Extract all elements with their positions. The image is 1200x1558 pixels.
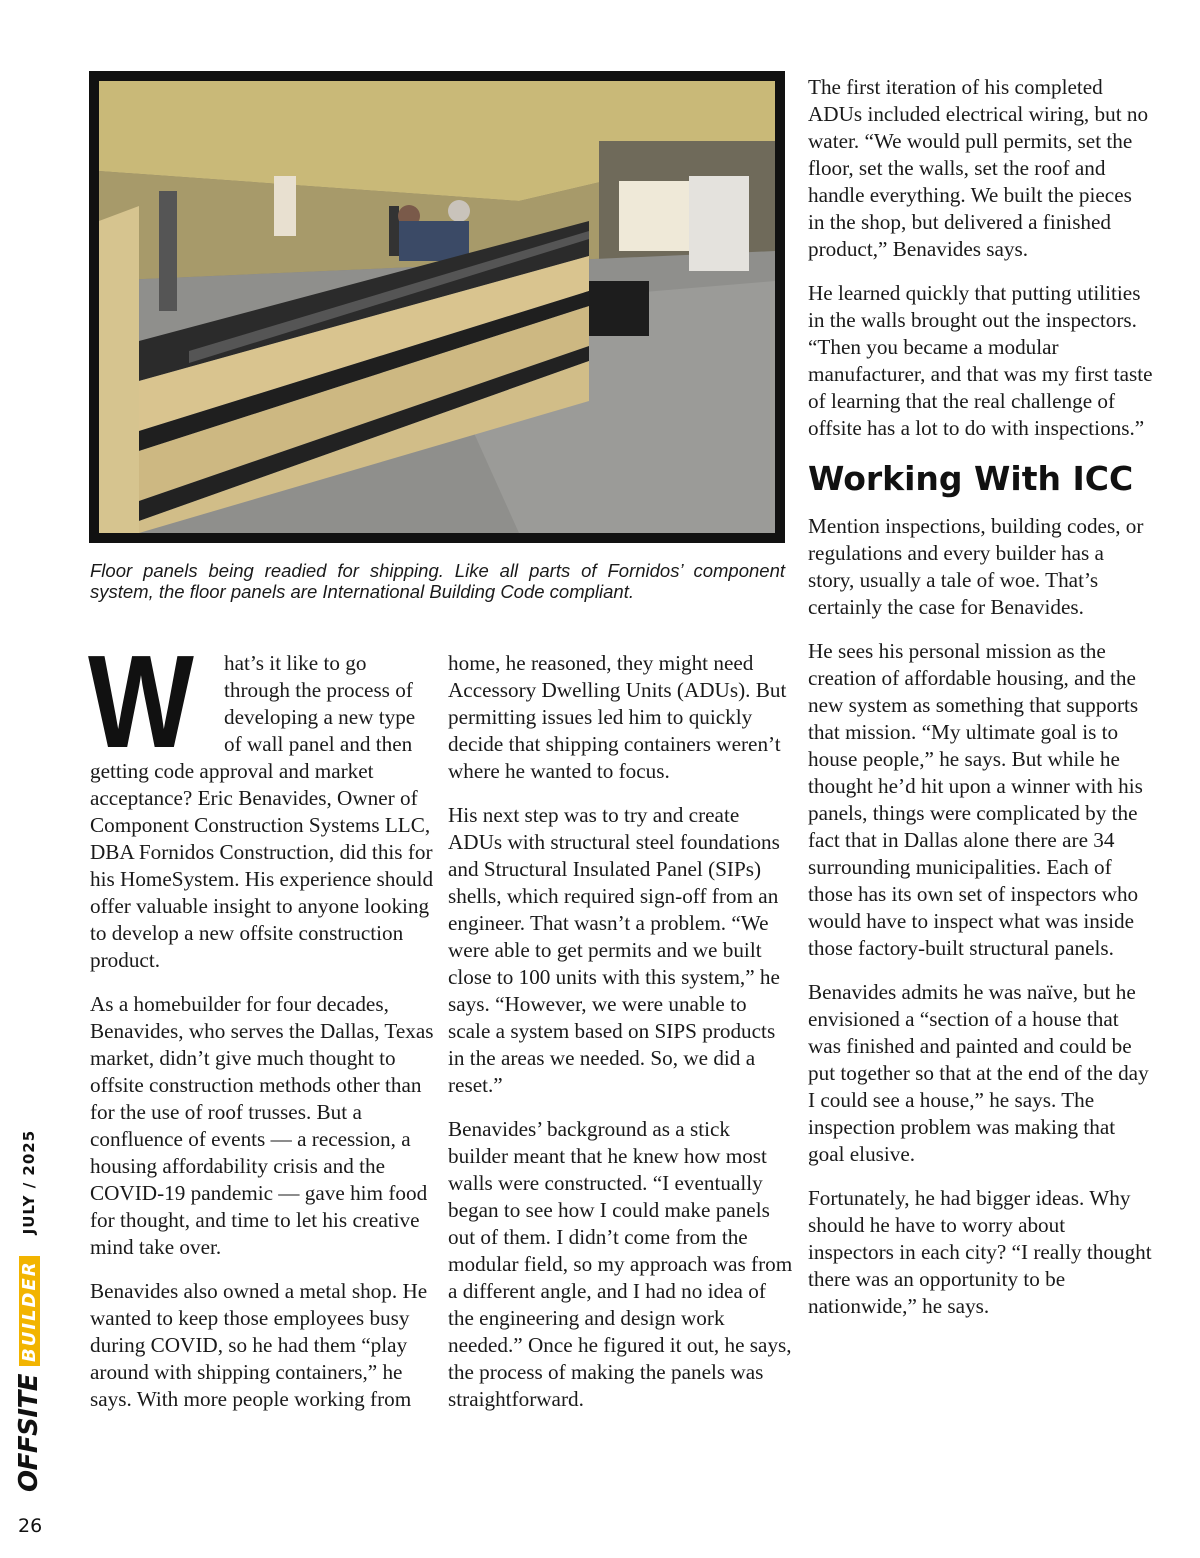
section-heading: Working With ICC — [808, 459, 1134, 498]
article-photo — [89, 71, 785, 543]
paragraph-8: He learned quickly that putting utilities in the walls brought out the inspectors. “Then you became a modular manufacturer, and that was my first taste of learning that the real challenge of offsite has a lot to do with inspections.” — [808, 281, 1153, 440]
article-column-2 — [448, 650, 793, 1430]
drop-cap: W — [88, 628, 194, 775]
paragraph-10: He sees his personal mission as the creation of affordable housing, and the new system as something that supports that mission. “My ultimate goal is to house people,” he says. But while he thought he’d hit upon a winner with his panels, things were complicated by the fact that in Dallas alone there are 34 surrounding municipalities. Each of those has its own set of inspectors who would have to inspect what was inside those factory-built structural panels. — [808, 639, 1143, 960]
magazine-brand-sidebar — [14, 1129, 44, 1500]
paragraph-6: Benavides’ background as a stick builder meant that he knew how most walls were constructed. “I eventually began to see how I could make panels out of them. I didn’t come from the modular field, so my approach was from a different angle, and I had no idea of the engineering and design work needed.” Once he figured it out, he says, the process of making the panels was straightforward. — [448, 1117, 793, 1411]
paragraph-5: His next step was to try and create ADUs with structural steel foundations and Structural Insulated Panel (SIPs) shells, which required sign-off from an engineer. That wasn’t a problem. “We were able to get permits and we built close to 100 units with this system,” he says. “However, we were unable to scale a system based on SIPS products in the areas we needed. So, we did a reset.” — [448, 803, 780, 1097]
paragraph-4: home, he reasoned, they might need Accessory Dwelling Units (ADUs). But permitting issues led him to quickly decide that shipping containers weren’t where he wanted to focus. — [448, 651, 787, 783]
article-column-3 — [808, 74, 1153, 1337]
paragraph-9: Mention inspections, building codes, or regulations and every builder has a story, usually a tale of woe. That’s certainly the case for Benavides. — [808, 514, 1144, 619]
paragraph-12: Fortunately, he had bigger ideas. Why should he have to worry about inspectors in each city? “I really thought there was an opportunity to be nationwide,” he says. — [808, 1186, 1152, 1318]
paragraph-3: Benavides also owned a metal shop. He wanted to keep those employees busy during COVID, so he had them “play around with shipping containers,” he says. With more people working from — [90, 1279, 428, 1411]
issue-date: JULY / 2025 — [20, 1129, 38, 1235]
paragraph-7: The first iteration of his completed ADUs included electrical wiring, but no water. “We would pull permits, set the floor, set the walls, set the roof and handle everything. We built the pieces in the shop, but delivered a finished product,” Benavides says. — [808, 75, 1149, 261]
paragraph-1: W hat’s it like to go through the process of developing a new type of wall panel and then getting code approval and market acceptance? Eric Benavides, Owner of Component Construction Systems LLC, DBA Fornidos Construction, did this for his HomeSystem. His experience should offer valuable insight to anyone looking to develop a new offsite construction product. — [88, 628, 434, 972]
paragraph-2: As a homebuilder for four decades, Benavides, who serves the Dallas, Texas market, didn’t give much thought to offsite construction methods other than for the use of roof trusses. But a confluence of events — a recession, a housing affordability crisis and the COVID-19 pandemic — gave him food for thought, and time to let his creative mind take over. — [90, 992, 434, 1259]
brand-offsite: OFFSITE — [14, 1373, 44, 1492]
figure-caption: Floor panels being readied for shipping. Like all parts of Fornidos’ component system, the floor panels are International Building Code compliant. — [90, 560, 785, 602]
article-column-1 — [88, 628, 435, 1430]
warehouse-floor-panels-image — [99, 81, 775, 533]
page-number: 26 — [18, 1515, 43, 1537]
brand-builder: BUILDER — [19, 1256, 40, 1366]
paragraph-11: Benavides admits he was naïve, but he envisioned a “section of a house that was finished and painted and could be put together so that at the end of the day I could see a house,” he says. The inspection problem was making that goal elusive. — [808, 980, 1149, 1166]
